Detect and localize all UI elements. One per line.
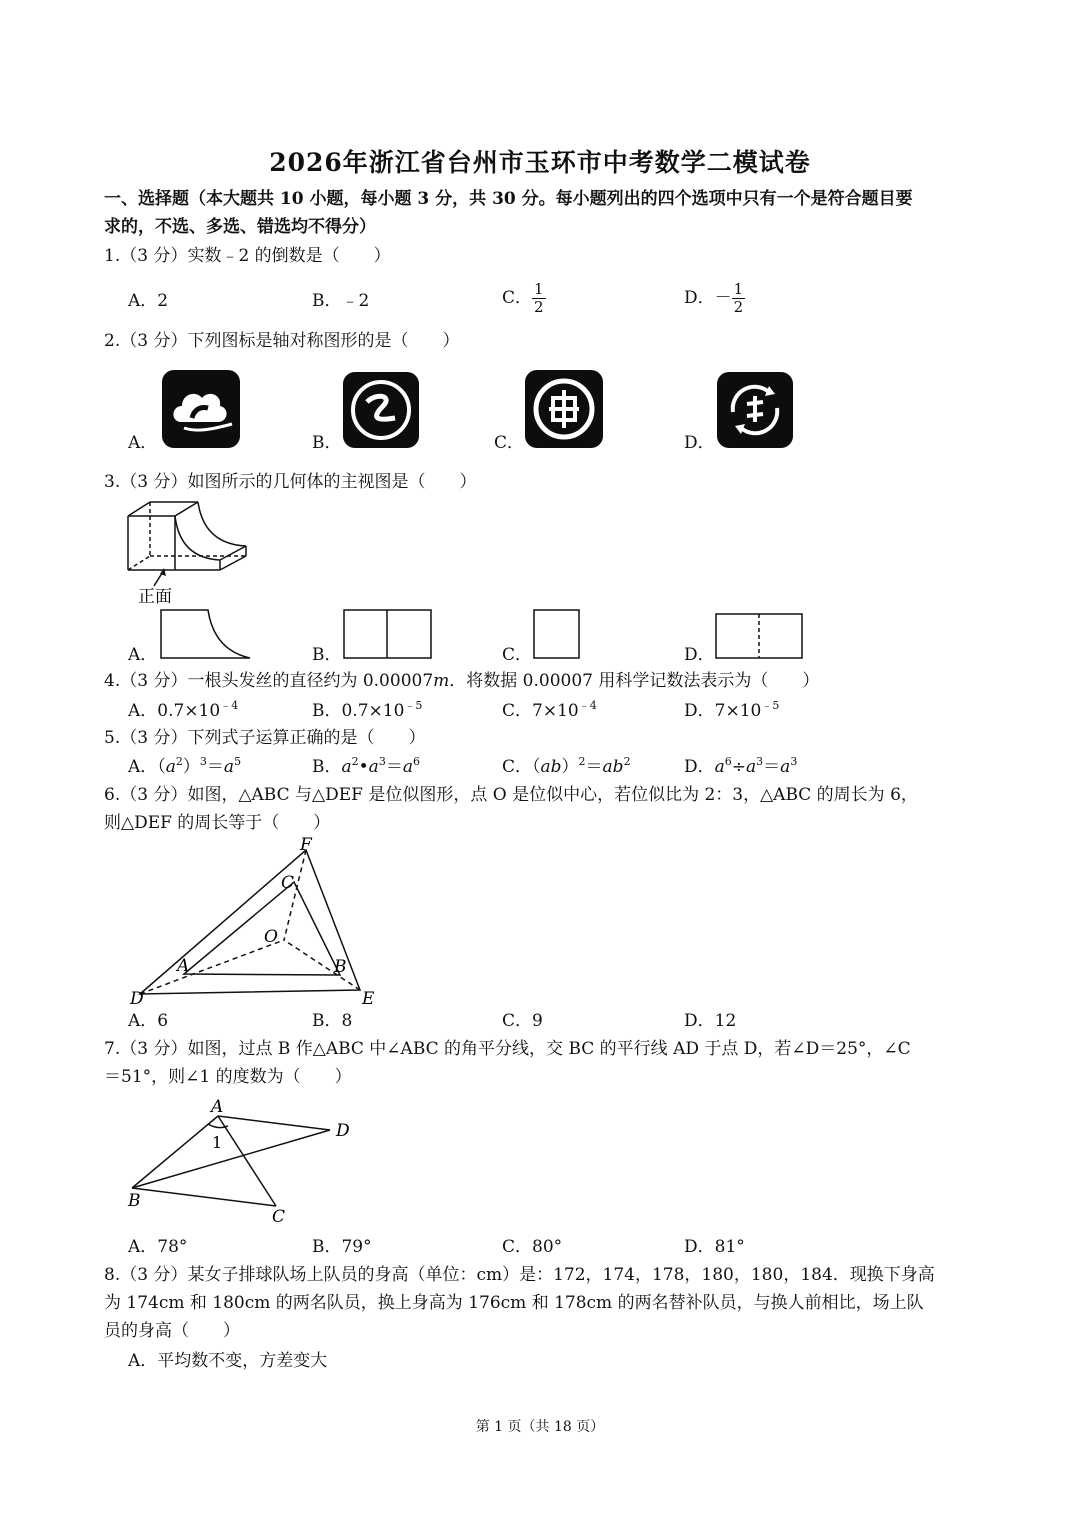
label-a: A [211, 1097, 224, 1117]
label-d: D [130, 989, 144, 1009]
q1-c-numerator: 1 [534, 280, 544, 298]
q6-option-a: A．6 [128, 1011, 169, 1031]
q3-option-a: A． [128, 645, 158, 665]
q7-option-b: B．79° [312, 1237, 372, 1257]
q7-stem: 7.（3 分）如图，过点 B 作△ABC 中∠ABC 的角平分线，交 BC 的平行线 AD 于点 D，若∠D＝25°，∠C [104, 1039, 911, 1059]
label-b: B [128, 1191, 141, 1211]
q3-solid-figure [120, 498, 255, 610]
q4-b-base: B．0.7×10 [312, 701, 405, 721]
q3-option-d: D． [684, 645, 715, 665]
q7-triangle-figure [120, 1094, 370, 1226]
cloud-logo-icon [162, 370, 240, 448]
q6-option-b: B．8 [312, 1011, 353, 1031]
q3-option-d-figure [714, 612, 806, 660]
q1-stem: 1.（3 分）实数﹣2 的倒数是（ ） [104, 246, 391, 266]
label-f: F [300, 835, 312, 855]
q4-c-exp: ﹣4 [578, 699, 597, 712]
label-b: B [334, 957, 347, 977]
q6-option-d: D．12 [684, 1011, 737, 1031]
q5-option-d: D．$a^6\div a^3=a^3$ [684, 755, 798, 777]
label-o: O [264, 927, 278, 947]
label-e: E [362, 989, 375, 1009]
q6-option-c: C．9 [502, 1011, 543, 1031]
label-a: A [177, 956, 190, 976]
q4-option-c [502, 700, 597, 722]
q2-option-c: C． [494, 433, 525, 453]
label-angle-1: 1 [212, 1133, 223, 1152]
q3-option-b: B． [312, 645, 342, 665]
q6-similar-triangles-figure [120, 832, 390, 1010]
q1-option-b: B．﹣2 [312, 291, 370, 311]
q3-stem: 3.（3 分）如图所示的几何体的主视图是（ ） [104, 472, 477, 492]
q4-c-base: C．7×10 [502, 701, 579, 721]
q1-option-c [502, 281, 546, 316]
q3-option-c-figure [532, 608, 582, 660]
section-heading: 一、选择题（本大题共 10 小题，每小题 3 分，共 30 分。每小题列出的四个选项中只有一个是符合题目要 [104, 189, 913, 209]
q1-option-a: A．2 [128, 291, 169, 311]
q5-option-c: C．$(ab)^2=ab^2$ [502, 755, 631, 777]
q4-stem-unit: m [433, 671, 450, 691]
q4-option-b [312, 700, 422, 722]
q4-a-exp: ﹣4 [220, 699, 239, 712]
q5-option-a: A．$(a^2)^3=a^5$ [128, 755, 242, 777]
q6-stem-cont: 则△DEF 的周长等于（ ） [104, 813, 331, 833]
q3-option-b-figure [342, 608, 434, 660]
q6-stem: 6.（3 分）如图，△ABC 与△DEF 是位似图形，点 O 是位似中心，若位似比为 2：3，△ABC 的周长为 6， [104, 785, 918, 805]
q1-option-c-label: C． [502, 288, 533, 308]
q4-d-exp: ﹣5 [761, 699, 780, 712]
q2-stem: 2.（3 分）下列图标是轴对称图形的是（ ） [104, 331, 460, 351]
label-c: C [281, 873, 295, 893]
q4-d-base: D．7×10 [684, 701, 762, 721]
q4-stem-post: ．将数据 0.00007 用科学记数法表示为（ ） [449, 671, 820, 691]
q4-option-d [684, 700, 779, 722]
q4-option-a [128, 700, 238, 722]
q4-stem-pre: 4.（3 分）一根头发丝的直径约为 0.00007 [104, 671, 434, 691]
q8-stem: 8.（3 分）某女子排球队场上队员的身高（单位：cm）是：172，174，178，180，180，184．现换下身高 [104, 1265, 935, 1285]
label-c: C [272, 1207, 286, 1226]
q3-option-c: C． [502, 645, 533, 665]
q7-stem-cont: ＝51°，则∠1 的度数为（ ） [104, 1067, 352, 1087]
q2-option-a: A． [128, 433, 158, 453]
front-label: 正面 [138, 587, 172, 607]
q5-stem: 5.（3 分）下列式子运算正确的是（ ） [104, 728, 426, 748]
q8-option-a: A．平均数不变，方差变大 [128, 1351, 328, 1371]
q1-option-c-fraction [532, 281, 546, 316]
swirl-logo-icon [343, 372, 419, 448]
q4-stem [104, 670, 819, 692]
section-heading-cont: 求的，不选、多选、错选均不得分） [104, 217, 376, 237]
q1-c-denominator: 2 [534, 298, 544, 316]
q7-option-a: A．78° [128, 1237, 188, 1257]
q1-option-d-fraction [732, 281, 746, 316]
coin-logo-icon [525, 370, 603, 448]
q3-option-a-figure [158, 608, 254, 660]
q8-stem-cont-2: 员的身高（ ） [104, 1321, 240, 1341]
page-title: 2026年浙江省台州市玉环市中考数学二模试卷 [269, 148, 811, 177]
q4-a-base: A．0.7×10 [128, 701, 221, 721]
q1-option-d [684, 281, 745, 316]
q4-b-exp: ﹣5 [404, 699, 423, 712]
q2-option-b: B． [312, 433, 342, 453]
page-footer: 第 1 页（共 18 页） [475, 1419, 605, 1435]
q2-option-d: D． [684, 433, 715, 453]
q8-stem-cont-1: 为 174cm 和 180cm 的两名队员，换上身高为 176cm 和 178cm 的两名替补队员，与换人前相比，场上队 [104, 1293, 924, 1313]
q5-option-b: B．$a^2•a^3=a^6$ [312, 755, 420, 777]
cycle-logo-icon [717, 372, 793, 448]
q1-d-numerator: 1 [733, 280, 744, 298]
q7-option-d: D．81° [684, 1237, 745, 1257]
q7-option-c: C．80° [502, 1237, 563, 1257]
q1-d-denominator: 2 [733, 298, 744, 316]
q1-option-d-label: D．－ [684, 288, 732, 308]
label-d: D [336, 1121, 350, 1141]
